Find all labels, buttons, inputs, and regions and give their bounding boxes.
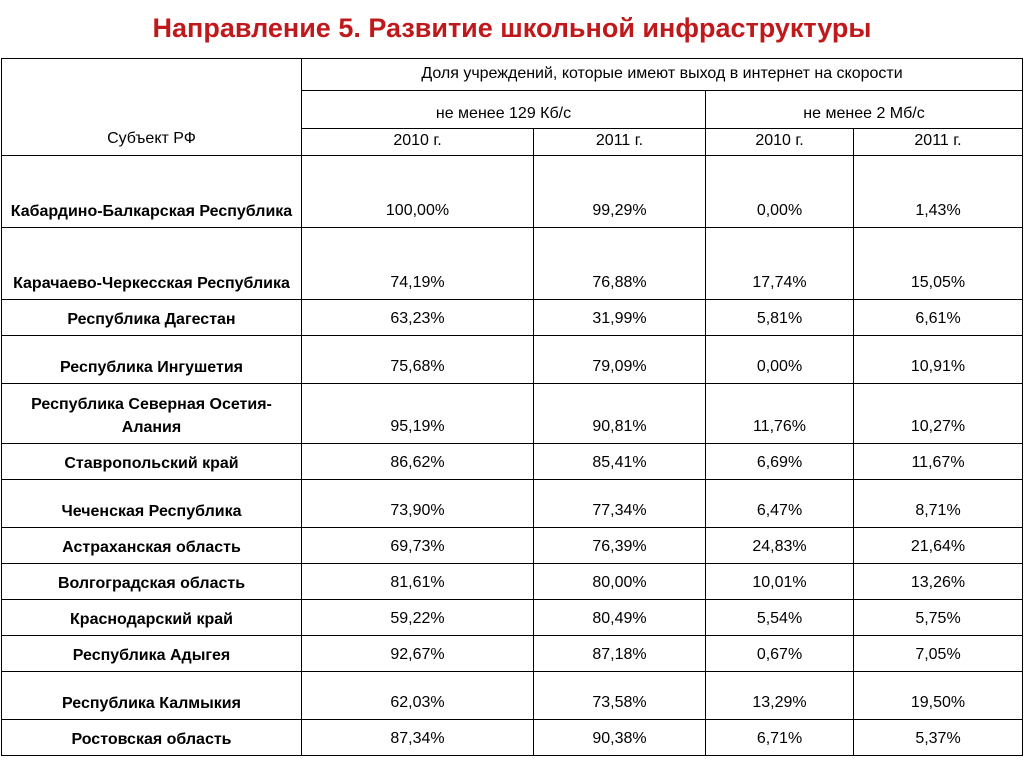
value-cell: 5,37%: [854, 720, 1023, 756]
table-row: [2, 444, 1023, 480]
value-cell: 73,90%: [302, 480, 534, 528]
table-row: [2, 564, 1023, 600]
table-row: [2, 228, 1023, 300]
table-row: [2, 480, 1023, 528]
value-cell: 6,71%: [706, 720, 854, 756]
region-cell: Карачаево-Черкесская Республика: [2, 228, 302, 300]
internet-access-table: [1, 58, 1023, 756]
value-cell: 6,69%: [706, 444, 854, 480]
value-cell: 81,61%: [302, 564, 534, 600]
value-cell: 76,88%: [534, 228, 706, 300]
value-cell: 59,22%: [302, 600, 534, 636]
value-cell: 6,61%: [854, 300, 1023, 336]
value-cell: 79,09%: [534, 336, 706, 384]
value-cell: 87,18%: [534, 636, 706, 672]
value-cell: 19,50%: [854, 672, 1023, 720]
value-cell: 100,00%: [302, 156, 534, 228]
value-cell: 69,73%: [302, 528, 534, 564]
speed-group-header: не менее 2 Мб/с: [706, 91, 1023, 129]
value-cell: 62,03%: [302, 672, 534, 720]
region-cell: Республика Дагестан: [2, 300, 302, 336]
table-row: [2, 600, 1023, 636]
value-cell: 11,67%: [854, 444, 1023, 480]
value-cell: 0,00%: [706, 156, 854, 228]
region-cell: Республика Калмыкия: [2, 672, 302, 720]
region-cell: Кабардино-Балкарская Республика: [2, 156, 302, 228]
table-row: [2, 156, 1023, 228]
value-cell: 10,01%: [706, 564, 854, 600]
value-cell: 92,67%: [302, 636, 534, 672]
region-cell: Чеченская Республика: [2, 480, 302, 528]
year-header: 2010 г.: [302, 129, 534, 156]
year-header: 2011 г.: [534, 129, 706, 156]
region-cell: Волгоградская область: [2, 564, 302, 600]
value-cell: 31,99%: [534, 300, 706, 336]
table-row: [2, 528, 1023, 564]
value-cell: 8,71%: [854, 480, 1023, 528]
speed-group-header: не менее 129 Кб/с: [302, 91, 706, 129]
value-cell: 7,05%: [854, 636, 1023, 672]
value-cell: 99,29%: [534, 156, 706, 228]
value-cell: 5,75%: [854, 600, 1023, 636]
subject-header: Субъект РФ: [2, 59, 302, 156]
table-row: [2, 636, 1023, 672]
value-cell: 13,26%: [854, 564, 1023, 600]
value-cell: 0,00%: [706, 336, 854, 384]
table-row: [2, 336, 1023, 384]
table-row: [2, 720, 1023, 756]
value-cell: 1,43%: [854, 156, 1023, 228]
table-row: [2, 384, 1023, 444]
value-cell: 10,27%: [854, 384, 1023, 444]
value-cell: 76,39%: [534, 528, 706, 564]
value-cell: 0,67%: [706, 636, 854, 672]
value-cell: 10,91%: [854, 336, 1023, 384]
year-header: 2011 г.: [854, 129, 1023, 156]
value-cell: 80,49%: [534, 600, 706, 636]
value-cell: 17,74%: [706, 228, 854, 300]
value-cell: 75,68%: [302, 336, 534, 384]
value-cell: 74,19%: [302, 228, 534, 300]
value-cell: 77,34%: [534, 480, 706, 528]
region-cell: Республика Ингушетия: [2, 336, 302, 384]
value-cell: 24,83%: [706, 528, 854, 564]
value-cell: 11,76%: [706, 384, 854, 444]
value-cell: 87,34%: [302, 720, 534, 756]
value-cell: 15,05%: [854, 228, 1023, 300]
value-cell: 86,62%: [302, 444, 534, 480]
region-cell: Республика Северная Осетия-Алания: [2, 384, 302, 444]
page-title: Направление 5. Развитие школьной инфраструктуры: [152, 13, 872, 43]
region-cell: Краснодарский край: [2, 600, 302, 636]
region-cell: Ставропольский край: [2, 444, 302, 480]
value-cell: 95,19%: [302, 384, 534, 444]
value-cell: 5,81%: [706, 300, 854, 336]
value-cell: 63,23%: [302, 300, 534, 336]
year-header: 2010 г.: [706, 129, 854, 156]
value-cell: 85,41%: [534, 444, 706, 480]
region-cell: Ростовская область: [2, 720, 302, 756]
value-cell: 5,54%: [706, 600, 854, 636]
value-cell: 13,29%: [706, 672, 854, 720]
table-row: [2, 672, 1023, 720]
region-cell: Республика Адыгея: [2, 636, 302, 672]
value-cell: 6,47%: [706, 480, 854, 528]
value-cell: 90,81%: [534, 384, 706, 444]
value-cell: 73,58%: [534, 672, 706, 720]
region-cell: Астраханская область: [2, 528, 302, 564]
value-cell: 90,38%: [534, 720, 706, 756]
value-cell: 21,64%: [854, 528, 1023, 564]
share-header: Доля учреждений, которые имеют выход в интернет на скорости: [302, 59, 1023, 91]
value-cell: 80,00%: [534, 564, 706, 600]
table-row: [2, 300, 1023, 336]
